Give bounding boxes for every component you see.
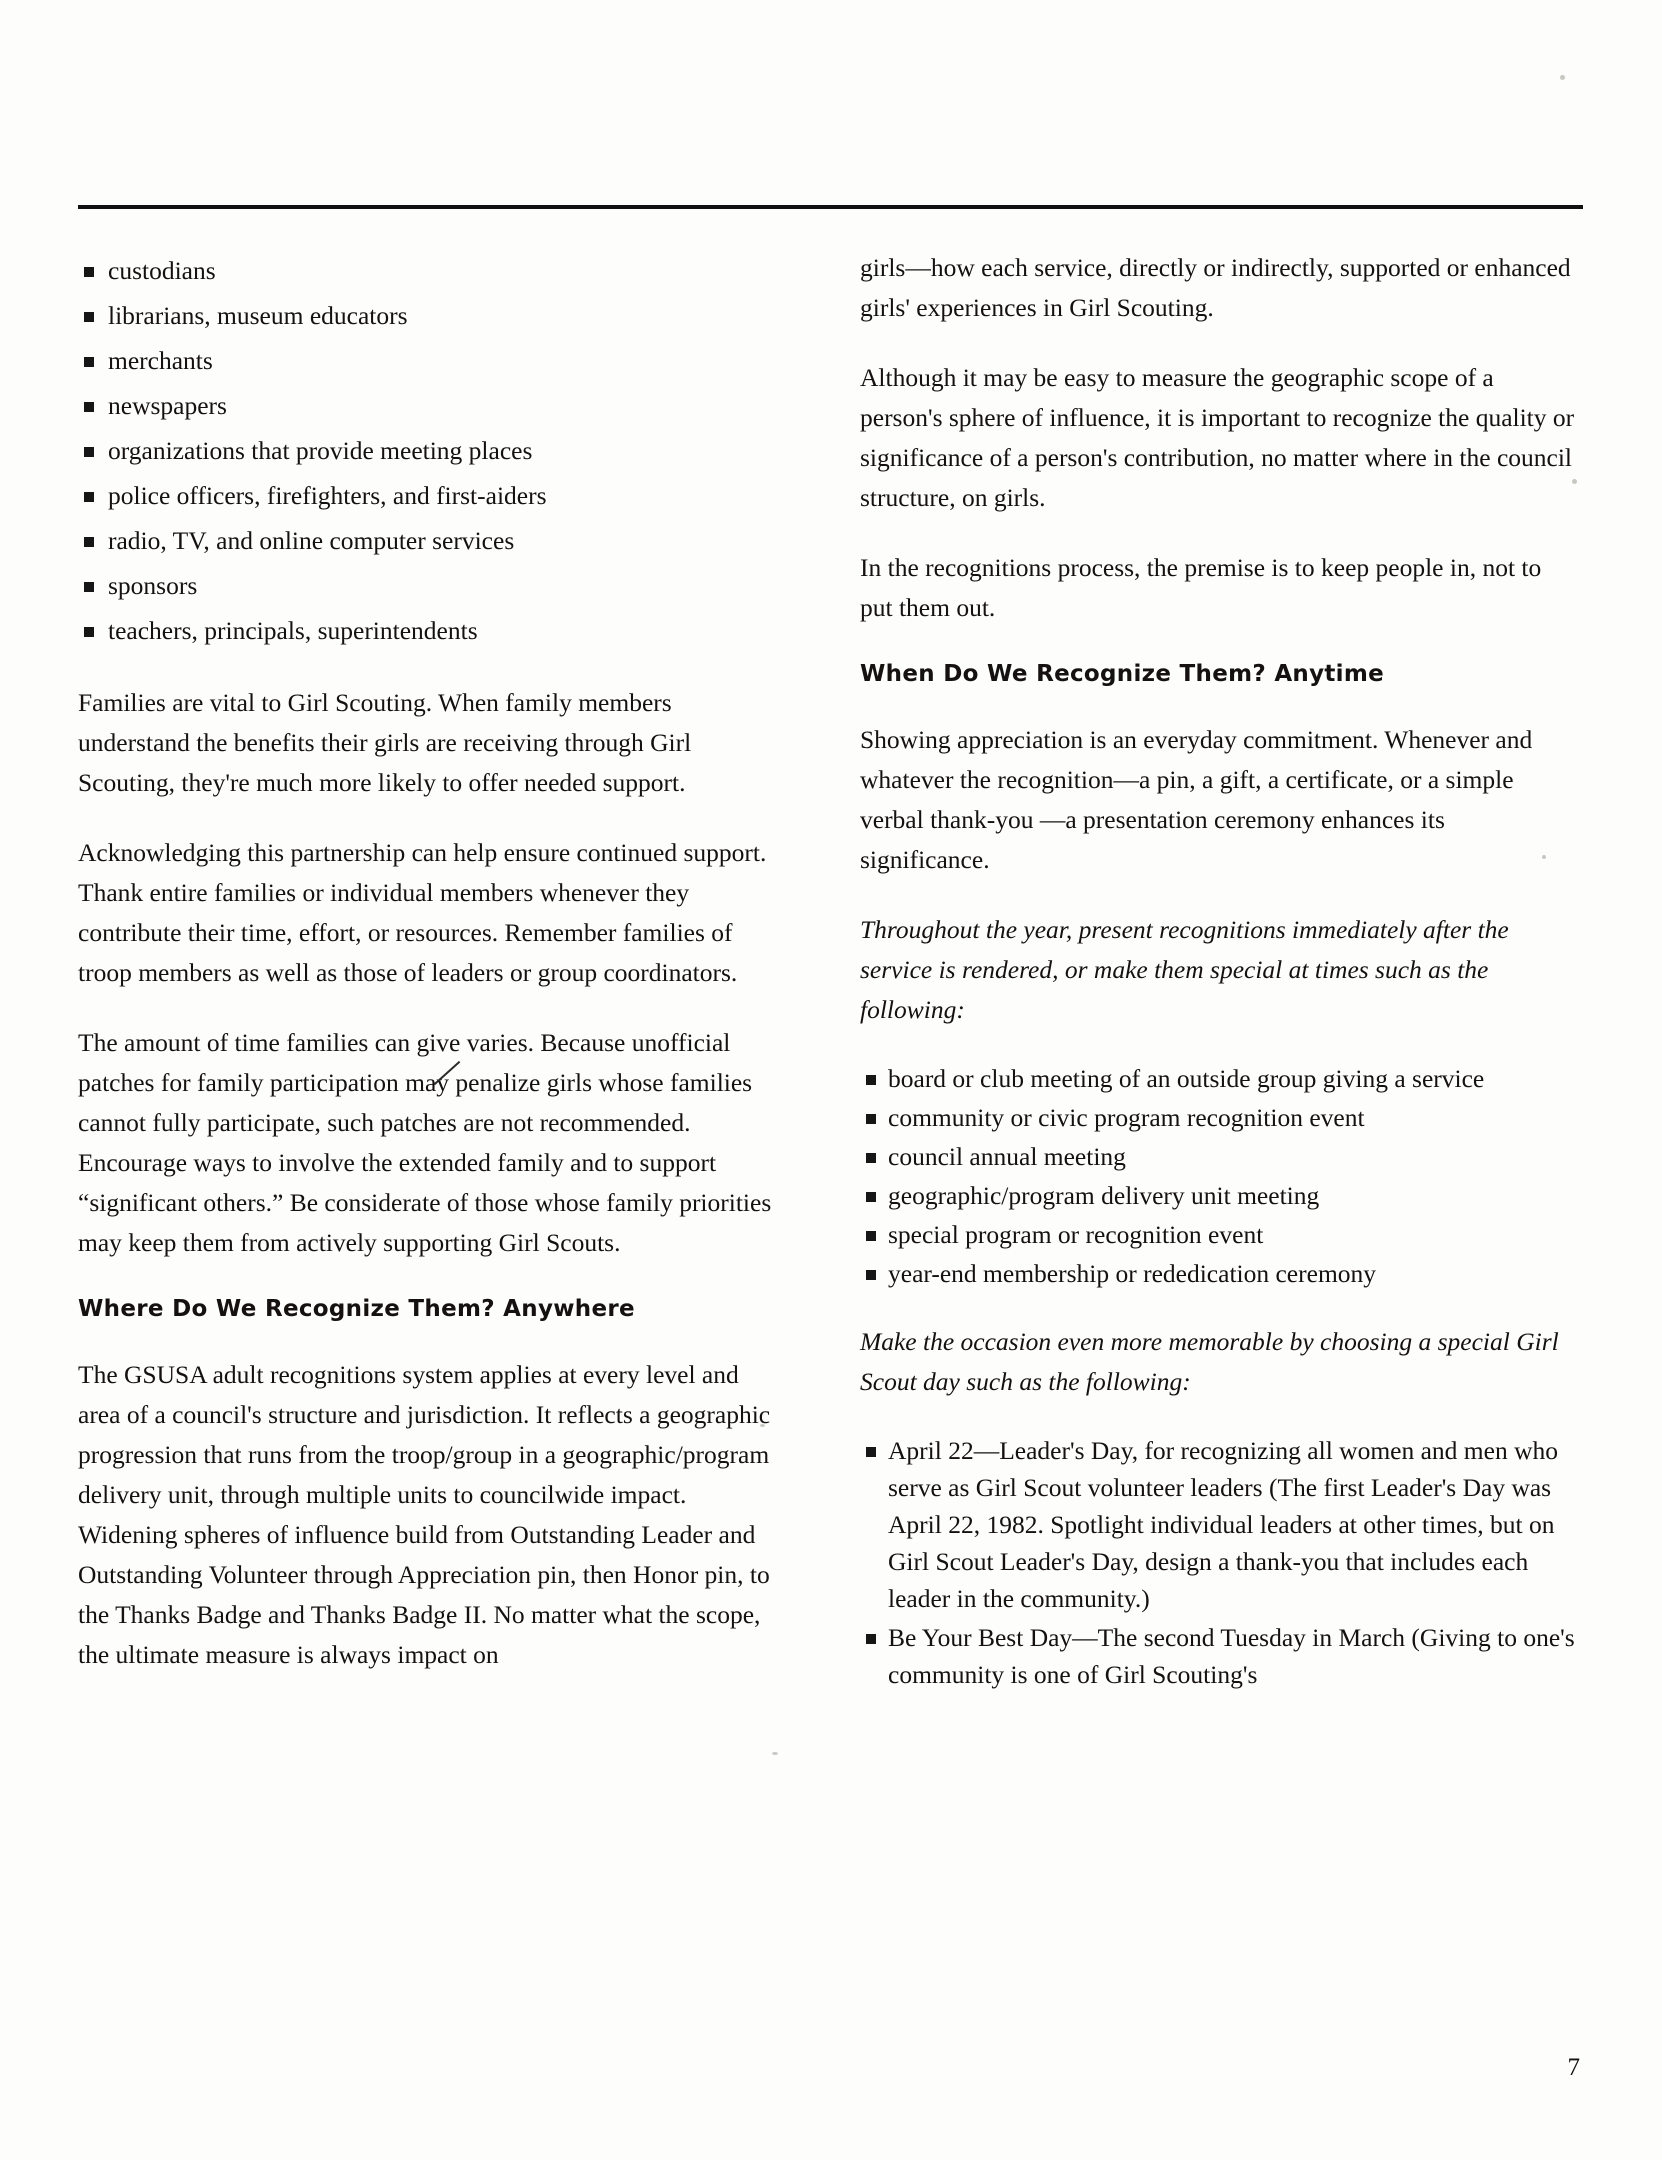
list-item: Be Your Best Day—The second Tuesday in March (Giving to one's community is one of Girl Scouting's bbox=[860, 1619, 1580, 1693]
list-item: geographic/program delivery unit meeting bbox=[860, 1177, 1580, 1214]
two-column-body bbox=[78, 248, 1588, 1723]
paragraph-amount-of-time: The amount of time families can give varies. Because unofficial patches for family participation may penalize girls whose families cannot fully participate, such patches are not recommended. Encourage ways to involve the extended family and to support “significant others.” Be considerate of those whose family priorities may keep them from actively supporting Girl Scouts. bbox=[78, 1028, 772, 1257]
paragraph-showing-appreciation: Showing appreciation is an everyday commitment. Whenever and whatever the recognition—a pin, a gift, a certificate, or a simple verbal thank-you —a presentation ceremony enhances its significance. bbox=[860, 725, 1533, 874]
header-rule bbox=[78, 205, 1583, 209]
list-item: board or club meeting of an outside group giving a service bbox=[860, 1060, 1580, 1097]
list-item: special program or recognition event bbox=[860, 1216, 1580, 1253]
list-item: organizations that provide meeting places bbox=[78, 428, 778, 473]
heading-where-do-we-recognize-them: Where Do We Recognize Them? Anywhere bbox=[78, 1296, 635, 1322]
list-item: police officers, firefighters, and first-aiders bbox=[78, 473, 778, 518]
page-number: 7 bbox=[1567, 2054, 1580, 2081]
italic-lead-make-the-occasion: Make the occasion even more memorable by choosing a special Girl Scout day such as the following: bbox=[860, 1327, 1559, 1396]
paragraph-keep-people-in: In the recognitions process, the premise is to keep people in, not to put them out. bbox=[860, 553, 1542, 622]
list-item: sponsors bbox=[78, 563, 778, 608]
right-column bbox=[860, 248, 1580, 1723]
list-item: librarians, museum educators bbox=[78, 293, 778, 338]
paragraph-geographic-scope: Although it may be easy to measure the geographic scope of a person's sphere of influence, it is important to recognize the quality or significance of a person's contribution, no matter where in the council structure, on girls. bbox=[860, 363, 1575, 512]
list-item: merchants bbox=[78, 338, 778, 383]
list-item: year-end membership or rededication ceremony bbox=[860, 1255, 1580, 1292]
scan-speck bbox=[772, 1752, 778, 1755]
paragraph-girls-how-each-service: girls—how each service, directly or indirectly, supported or enhanced girls' experiences in Girl Scouting. bbox=[860, 253, 1571, 322]
list-item: April 22—Leader's Day, for recognizing all women and men who serve as Girl Scout volunteer leaders (The first Leader's Day was April 22, 1982. Spotlight individual leaders at other times, but on Girl Scout Leader's Day, design a thank-you that includes each leader in the community.) bbox=[860, 1432, 1580, 1617]
scan-speck bbox=[1560, 75, 1565, 80]
paragraph-families-vital: Families are vital to Girl Scouting. When family members understand the benefits their girls are receiving through Girl Scouting, they're much more likely to offer needed support. bbox=[78, 688, 692, 797]
paragraph-gsusa-recognitions-system: The GSUSA adult recognitions system applies at every level and area of a council's structure and jurisdiction. It reflects a geographic progression that runs from the troop/group in a geographic/program delivery unit, through multiple units to councilwide impact. Widening spheres of influence build from Outstanding Leader and Outstanding Volunteer through Appreciation pin, then Honor pin, to the Thanks Badge and Thanks Badge II. No matter what the scope, the ultimate measure is always impact on bbox=[78, 1360, 771, 1669]
heading-when-do-we-recognize-them: When Do We Recognize Them? Anytime bbox=[860, 661, 1385, 687]
occasions-bullet-list bbox=[860, 1060, 1580, 1292]
list-item: community or civic program recognition event bbox=[860, 1099, 1580, 1136]
special-days-bullet-list bbox=[860, 1432, 1580, 1693]
paragraph-acknowledging-partnership: Acknowledging this partnership can help ensure continued support. Thank entire families or individual members whenever they contribute their time, effort, or resources. Remember families of troop members as well as those of leaders or group coordinators. bbox=[78, 838, 767, 987]
partners-bullet-list bbox=[78, 248, 778, 653]
list-item: newspapers bbox=[78, 383, 778, 428]
left-column bbox=[78, 248, 778, 1723]
italic-lead-throughout-the-year: Throughout the year, present recognitions immediately after the service is rendered, or make them special at times such as the following: bbox=[860, 915, 1509, 1024]
list-item: teachers, principals, superintendents bbox=[78, 608, 778, 653]
list-item: radio, TV, and online computer services bbox=[78, 518, 778, 563]
list-item: custodians bbox=[78, 248, 778, 293]
list-item: council annual meeting bbox=[860, 1138, 1580, 1175]
